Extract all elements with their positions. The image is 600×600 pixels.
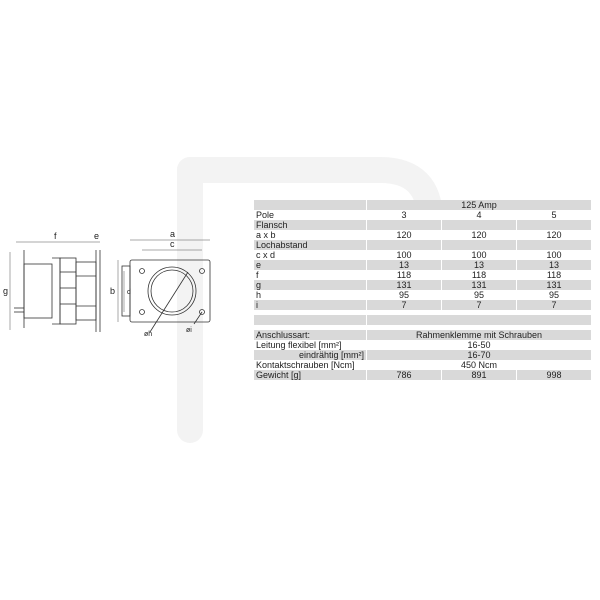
lochabstand-label: Lochabstand [254,240,366,250]
e-3: 13 [367,260,441,270]
cxd-3: 100 [367,250,441,260]
row-anschluss [254,330,591,340]
row-blank [254,315,591,325]
side-view [14,250,100,332]
anschluss-value: Rahmenklemme mit Schrauben [367,330,591,340]
dim-i: øi [186,327,192,334]
row-g [254,280,591,290]
row-flansch [254,220,591,230]
axb-3: 120 [367,230,441,240]
f-label: f [254,270,366,280]
i-3: 7 [367,300,441,310]
gewicht-label: Gewicht [g] [254,370,366,380]
g-5: 131 [517,280,591,290]
row-i [254,300,591,310]
g-4: 131 [442,280,516,290]
row-leitung [254,340,591,350]
anschluss-label: Anschlussart: [254,330,366,340]
pole-label: Pole [254,210,366,220]
axb-4: 120 [442,230,516,240]
row-cxd [254,250,591,260]
amp-value: 125 Amp [367,200,591,210]
pole-3: 3 [367,210,441,220]
axb-label: a x b [254,230,366,240]
dim-e: e [94,231,100,241]
gewicht-5: 998 [517,370,591,380]
flansch-label: Flansch [254,220,366,230]
kontakt-label: Kontaktschrauben [Ncm] [254,360,366,370]
front-view [122,260,210,332]
dim-h: øh [144,331,153,338]
h-label: h [254,290,366,300]
spec-table [254,200,591,380]
leitung-label: Leitung flexibel [mm²] [254,340,366,350]
pole-5: 5 [517,210,591,220]
row-e [254,260,591,270]
row-axb [254,230,591,240]
h-5: 95 [517,290,591,300]
eindraehtig-label: eindrähtig [mm²] [254,350,366,360]
eindraehtig-value: 16-70 [367,350,591,360]
row-kontakt [254,360,591,370]
dim-c: c [170,239,175,249]
dim-b: b [110,286,116,296]
h-3: 95 [367,290,441,300]
e-5: 13 [517,260,591,270]
row-f [254,270,591,280]
row-pole [254,210,591,220]
e-label: e [254,260,366,270]
cxd-4: 100 [442,250,516,260]
i-5: 7 [517,300,591,310]
axb-5: 120 [517,230,591,240]
row-eindraehtig [254,350,591,360]
row-gewicht [254,370,591,380]
row-amp [254,200,591,210]
e-4: 13 [442,260,516,270]
f-3: 118 [367,270,441,280]
f-5: 118 [517,270,591,280]
kontakt-value: 450 Ncm [367,360,591,370]
row-h [254,290,591,300]
gewicht-4: 891 [442,370,516,380]
g-label: g [254,280,366,290]
leitung-value: 16-50 [367,340,591,350]
dim-d: d [127,289,131,296]
h-4: 95 [442,290,516,300]
cxd-5: 100 [517,250,591,260]
cxd-label: c x d [254,250,366,260]
f-4: 118 [442,270,516,280]
row-lochabstand [254,240,591,250]
g-3: 131 [367,280,441,290]
side-dimensions [10,242,100,330]
dim-f: f [54,231,57,241]
gewicht-3: 786 [367,370,441,380]
i-4: 7 [442,300,516,310]
i-label: i [254,300,366,310]
pole-4: 4 [442,210,516,220]
dim-a: a [170,229,176,239]
technical-drawing [0,228,230,348]
dim-g: g [3,286,9,296]
